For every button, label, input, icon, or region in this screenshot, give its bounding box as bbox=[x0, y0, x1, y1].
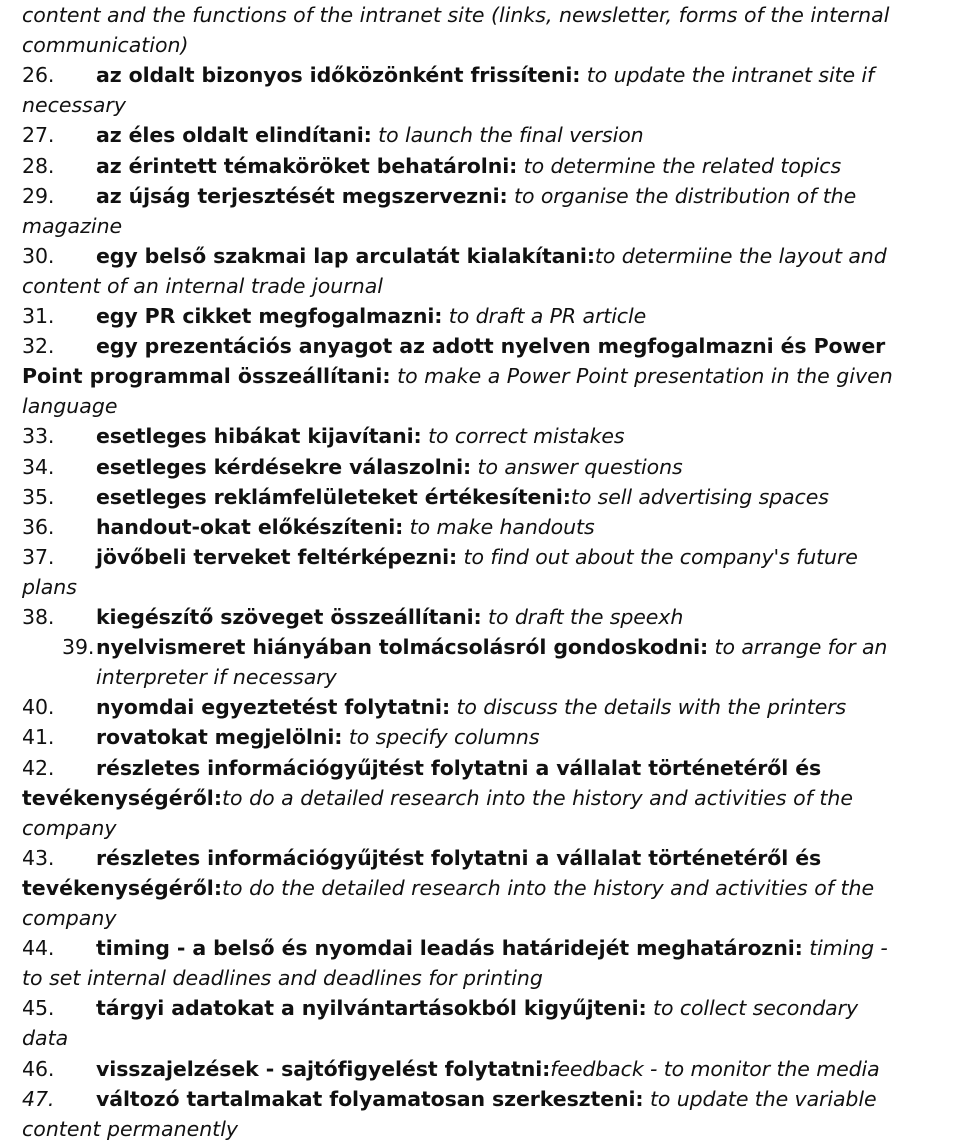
english-gloss: to discuss the details with the printers bbox=[450, 695, 847, 720]
item-continuation: company bbox=[22, 815, 117, 840]
hungarian-term: egy prezentációs anyagot az adott nyelven megfogalmazni és Power bbox=[96, 334, 886, 359]
hungarian-term: részletes információgyűjtést folytatni a vállalat történetéről és bbox=[96, 755, 822, 780]
item-number: 40. bbox=[22, 695, 55, 720]
hungarian-term: tevékenységéről: bbox=[22, 875, 223, 900]
item-number: 26. bbox=[22, 63, 55, 88]
list-item bbox=[22, 181, 960, 211]
list-item bbox=[22, 993, 960, 1023]
item-text bbox=[96, 542, 858, 572]
list-item bbox=[22, 120, 960, 150]
list-item bbox=[22, 421, 960, 451]
english-gloss: to find out about the company's future bbox=[457, 544, 858, 569]
list-item bbox=[22, 151, 960, 181]
item-continuation: plans bbox=[22, 574, 77, 599]
hungarian-term: jövőbeli terveket feltérképezni: bbox=[96, 544, 458, 569]
list-item bbox=[22, 482, 960, 512]
english-gloss: to launch the final version bbox=[371, 123, 644, 148]
item-text bbox=[96, 1054, 880, 1084]
list-item bbox=[22, 692, 960, 722]
item-continuation: language bbox=[22, 394, 118, 419]
item-text bbox=[96, 843, 821, 873]
hungarian-term: esetleges kérdésekre válaszolni: bbox=[96, 454, 472, 479]
item-number: 42. bbox=[22, 755, 55, 780]
list-item bbox=[22, 60, 960, 90]
item-text bbox=[96, 512, 595, 542]
hungarian-term: Point programmal összeállítani: bbox=[22, 364, 391, 389]
hungarian-term: timing - a belső és nyomdai leadás határidejét meghatározni: bbox=[96, 936, 803, 961]
item-number: 30. bbox=[22, 243, 55, 268]
item-continuation: to set internal deadlines and deadlines for printing bbox=[22, 966, 543, 991]
item-text bbox=[96, 151, 841, 181]
hungarian-term: handout-okat előkészíteni: bbox=[96, 514, 404, 539]
intro-line: content and the functions of the intranet site (links, newsletter, forms of the internal bbox=[22, 3, 890, 27]
list-item bbox=[22, 512, 960, 542]
item-number: 27. bbox=[22, 123, 55, 148]
hungarian-term: rovatokat megjelölni: bbox=[96, 725, 343, 750]
item-continuation bbox=[22, 783, 853, 813]
english-gloss: to determine the related topics bbox=[517, 153, 842, 178]
english-gloss: to sell advertising spaces bbox=[570, 484, 829, 509]
item-number: 44. bbox=[22, 936, 55, 961]
item-text bbox=[96, 722, 539, 752]
english-gloss: to update the variable bbox=[643, 1086, 877, 1111]
item-text bbox=[96, 602, 683, 632]
hungarian-term: esetleges hibákat kijavítani: bbox=[96, 424, 422, 449]
list-item bbox=[22, 542, 960, 572]
intro-line: communication) bbox=[22, 33, 189, 58]
item-number: 35. bbox=[22, 484, 55, 509]
list-item bbox=[22, 632, 960, 662]
hungarian-term: az oldalt bizonyos időközönként frissíteni: bbox=[96, 63, 581, 88]
item-text bbox=[96, 120, 644, 150]
english-gloss: to update the intranet site if bbox=[580, 63, 875, 88]
hungarian-term: változó tartalmakat folyamatosan szerkeszteni: bbox=[96, 1086, 644, 1111]
english-gloss: to determiine the layout and bbox=[594, 243, 887, 268]
item-number: 47. bbox=[22, 1086, 55, 1111]
item-number: 41. bbox=[22, 725, 55, 750]
english-gloss: to correct mistakes bbox=[421, 424, 625, 449]
item-continuation: interpreter if necessary bbox=[96, 665, 337, 690]
item-number: 29. bbox=[22, 183, 55, 208]
hungarian-term: az újság terjesztését megszervezni: bbox=[96, 183, 508, 208]
hungarian-term: az éles oldalt elindítani: bbox=[96, 123, 372, 148]
item-text bbox=[96, 301, 646, 331]
item-text bbox=[96, 421, 625, 451]
english-gloss: to make handouts bbox=[403, 514, 595, 539]
item-continuation: data bbox=[22, 1026, 69, 1051]
list-item bbox=[22, 753, 960, 783]
item-number: 46. bbox=[22, 1056, 55, 1081]
hungarian-term: egy PR cikket megfogalmazni: bbox=[96, 304, 443, 328]
item-continuation bbox=[22, 361, 893, 391]
hungarian-term: visszajelzések - sajtófigyelést folytatni: bbox=[96, 1056, 551, 1081]
item-text bbox=[96, 60, 874, 90]
hungarian-term: egy belső szakmai lap arculatát kialakítani: bbox=[96, 243, 595, 268]
list-item bbox=[22, 452, 960, 482]
item-text bbox=[96, 933, 888, 963]
english-gloss: feedback - to monitor the media bbox=[550, 1056, 880, 1081]
english-gloss: to do the detailed research into the history and activities of the bbox=[222, 875, 875, 900]
hungarian-term: tevékenységéről: bbox=[22, 785, 223, 810]
item-continuation: necessary bbox=[22, 93, 126, 118]
list-item bbox=[22, 1054, 960, 1084]
item-text bbox=[96, 632, 887, 662]
english-gloss: to make a Power Point presentation in the given bbox=[390, 364, 893, 389]
item-number: 32. bbox=[22, 334, 55, 359]
hungarian-term: az érintett témaköröket behatárolni: bbox=[96, 153, 518, 178]
hungarian-term: nyelvismeret hiányában tolmácsolásról gondoskodni: bbox=[96, 635, 709, 660]
item-number: 39. bbox=[62, 635, 95, 660]
hungarian-term: nyomdai egyeztetést folytatni: bbox=[96, 695, 451, 720]
english-gloss: to draft the speexh bbox=[481, 605, 684, 629]
english-gloss: to arrange for an bbox=[708, 635, 888, 660]
item-continuation: content permanently bbox=[22, 1116, 239, 1141]
item-number: 28. bbox=[22, 153, 55, 178]
hungarian-term: kiegészítő szöveget összeállítani: bbox=[96, 605, 482, 629]
item-text bbox=[96, 331, 885, 361]
item-text bbox=[96, 1084, 876, 1114]
item-number: 34. bbox=[22, 454, 55, 479]
english-gloss: to do a detailed research into the history and activities of the bbox=[222, 785, 854, 810]
english-gloss: to draft a PR article bbox=[442, 304, 647, 328]
item-text bbox=[96, 452, 683, 482]
item-text bbox=[96, 181, 856, 211]
item-number: 33. bbox=[22, 424, 55, 449]
item-text bbox=[96, 241, 887, 271]
english-gloss: to specify columns bbox=[342, 725, 540, 750]
item-text bbox=[96, 482, 829, 512]
english-gloss: to collect secondary bbox=[646, 996, 858, 1021]
item-number: 38. bbox=[22, 605, 55, 629]
item-text bbox=[96, 692, 846, 722]
item-number: 36. bbox=[22, 514, 55, 539]
item-number: 43. bbox=[22, 845, 55, 870]
item-continuation: content of an internal trade journal bbox=[22, 273, 383, 298]
list-item bbox=[22, 722, 960, 752]
item-number: 37. bbox=[22, 544, 55, 569]
list-item bbox=[22, 843, 960, 873]
item-number: 45. bbox=[22, 996, 55, 1021]
list-item bbox=[22, 933, 960, 963]
item-continuation bbox=[22, 873, 874, 903]
list-item bbox=[22, 1084, 960, 1114]
item-number: 31. bbox=[22, 304, 55, 328]
item-continuation: magazine bbox=[22, 213, 123, 238]
item-text bbox=[96, 753, 821, 783]
list-item bbox=[22, 241, 960, 271]
item-continuation: company bbox=[22, 906, 117, 930]
list-item bbox=[22, 301, 960, 331]
item-text bbox=[96, 993, 858, 1023]
english-gloss: timing - bbox=[802, 936, 888, 961]
english-gloss: to answer questions bbox=[471, 454, 683, 479]
hungarian-term: tárgyi adatokat a nyilvántartásokból kigyűjteni: bbox=[96, 996, 647, 1021]
list-item bbox=[22, 602, 960, 632]
list-item bbox=[22, 331, 960, 361]
english-gloss: to organise the distribution of the bbox=[507, 183, 857, 208]
hungarian-term: esetleges reklámfelületeket értékesíteni: bbox=[96, 484, 571, 509]
hungarian-term: részletes információgyűjtést folytatni a vállalat történetéről és bbox=[96, 845, 822, 870]
